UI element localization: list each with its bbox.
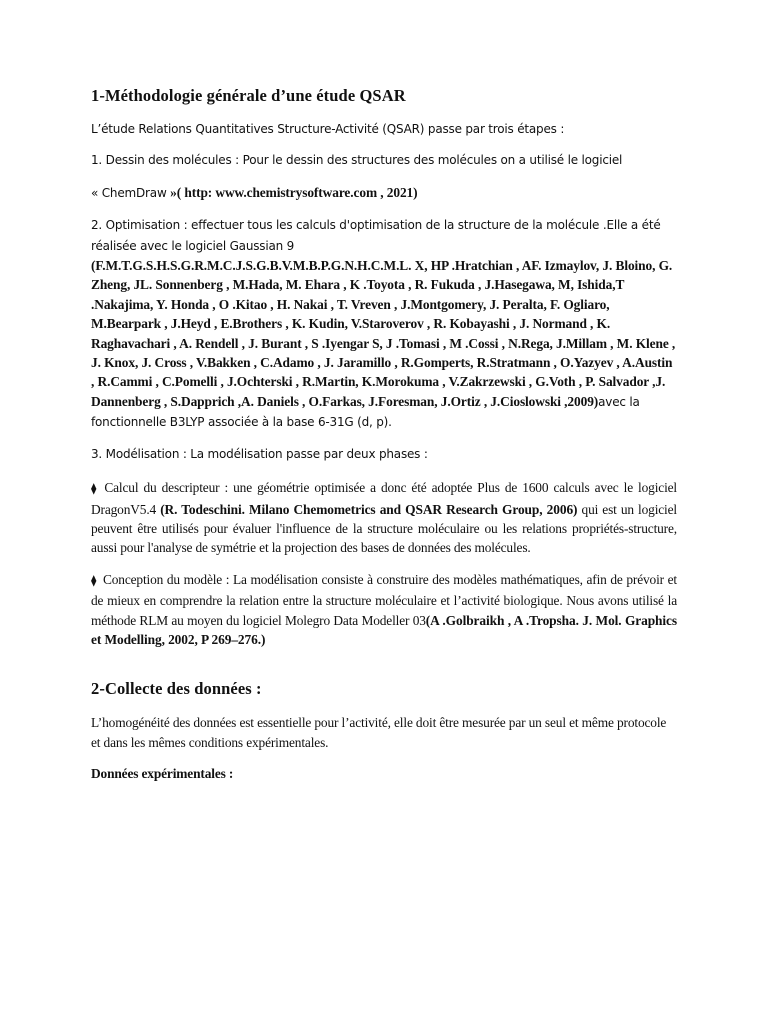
document-page (91, 86, 677, 784)
chemdraw-label: « ChemDraw (91, 185, 171, 200)
chemdraw-reference (91, 183, 677, 203)
phase-1-tail: qui est un logiciel peuvent être utilisés pour évaluer l'influence de la structure moléculaire ou les relations propriétés-structure, aussi pour l'analyse de symétrie et la projection des bases de données des molécules. (91, 501, 677, 556)
step-2-tail: avec la fonctionnelle B3LYP associée à la base 6-31G (d, p). (91, 394, 640, 430)
diamond-bullet-icon: ⧫ (91, 483, 97, 496)
phase-1-paragraph (91, 478, 677, 558)
diamond-bullet-icon: ⧫ (91, 574, 97, 587)
phase-2-paragraph (91, 570, 677, 650)
step-2-text: 2. Optimisation : effectuer tous les calculs d'optimisation de la structure de la molécule .Elle a été réalisée avec le logiciel Gaussian 9 (91, 218, 661, 253)
chemdraw-citation: »( http: www.chemistrysoftware.com , 2021) (170, 184, 418, 200)
golbraikh-citation: (A .Golbraikh , A .Tropsha. J. Mol. Graphics et Modelling, 2002, P 269–276.) (91, 612, 677, 647)
dragon-citation: (R. Todeschini. Milano Chemometrics and QSAR Research Group, 2006) (160, 501, 578, 517)
gaussian-authors-citation: (F.M.T.G.S.H.S.G.R.M.C.J.S.G.B.V.M.B.P.G.N.H.C.M.L. X, HP .Hratchian , AF. Izmaylov, J. Bloino, G. Zheng, JL. Sonnenberg , M.Hada, M. Ehara , K .Toyota , R. Fukuda , J.Hasegawa, M, Ishida,T .Nakajima, Y. Honda , O .Kitao , H. Nakai , T. Vreven , J.Montgomery, J. Peralta, F. Ogliaro, M.Bearpark , J.Heyd , E.Brothers , K. Kudin, V.Staroverov , R. Kobayashi , J. Normand , K. Raghavachari , A. Rendell , J. Burant , S .Iyengar S, J .Tomasi , M .Cossi , N.Rega, J.Millam , M. Klene , J. Knox, J. Cross , V.Bakken , C.Adamo , J. Jaramillo , R.Gomperts, R.Stratmann , O.Yazyev , A.Austin , R.Cammi , C.Pomelli , J.Ochterski , R.Martin, K.Morokuma , V.Zakrzewski , G.Voth , P. Salvador ,J. Dannenberg , S.Dapprich ,A. Daniels , O.Farkas, J.Foresman, J.Ortiz , J.Cioslowski ,2009) (91, 258, 676, 409)
step-3-paragraph: 3. Modélisation : La modélisation passe par deux phases : (91, 446, 428, 461)
experimental-data-subheading: Données expérimentales : (91, 766, 234, 782)
section-2-paragraph: L’homogénéité des données est essentielle pour l’activité, elle doit être mesurée par un seul et même protocole et dans les mêmes conditions expérimentales. (91, 715, 667, 750)
step-2-paragraph (91, 215, 677, 432)
section-1-heading: 1-Méthodologie générale d’une étude QSAR (91, 86, 406, 105)
phase-2-text: Conception du modèle : La modélisation consiste à construire des modèles mathématiques, afin de prévoir et de mieux en comprendre la relation entre la structure moléculaire et l’activité biologique. Nous avons utilisé la méthode RLM au moyen du logiciel Molegro Data Modeller 03 (91, 571, 677, 628)
intro-paragraph: L’étude Relations Quantitatives Structure-Activité (QSAR) passe par trois étapes : (91, 122, 565, 136)
phase-1-text: Calcul du descripteur : une géométrie optimisée a donc été adoptée Plus de 1600 calculs avec le logiciel DragonV5.4 (91, 480, 677, 517)
step-1-paragraph: 1. Dessin des molécules : Pour le dessin des structures des molécules on a utilisé le logiciel (91, 153, 623, 168)
section-2-heading: 2-Collecte des données : (91, 679, 262, 699)
